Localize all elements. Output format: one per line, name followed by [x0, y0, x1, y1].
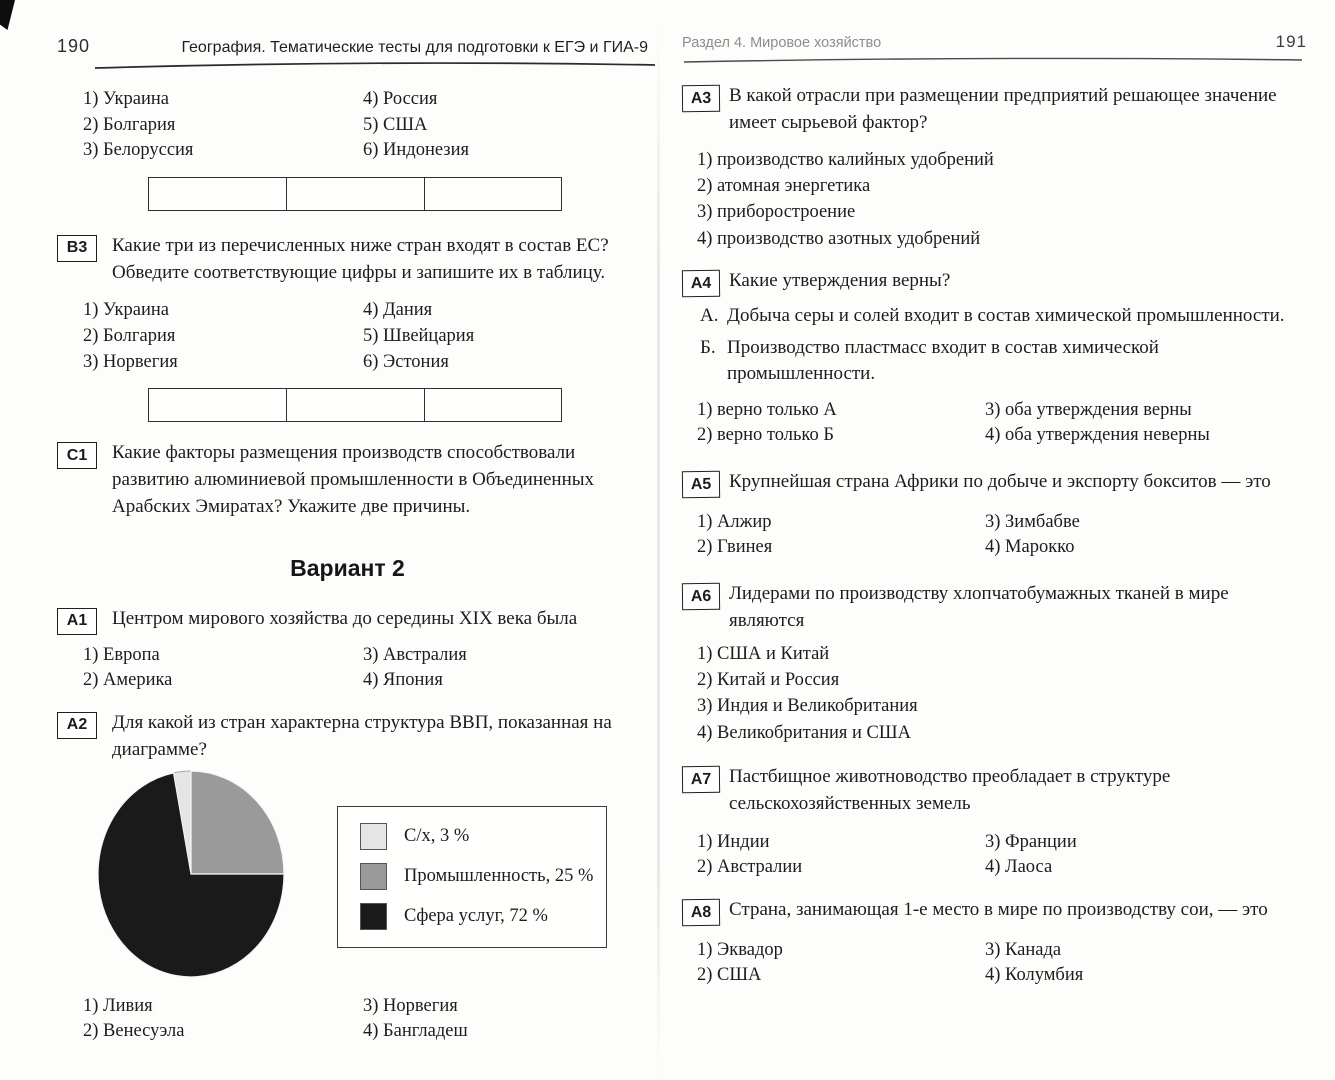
option-item: 3) Австралия — [363, 644, 467, 665]
option-item: 1) Украина — [83, 300, 169, 321]
gdp-structure-chart — [57, 770, 648, 992]
page-right — [660, 0, 1335, 1080]
option-item: 6) Эстония — [363, 351, 449, 372]
option-item: 3) Норвегия — [83, 351, 178, 372]
statement-a — [700, 303, 1307, 330]
question-label: С1 — [57, 442, 97, 469]
book-title-header: География. Тематические тесты для подготовки к ЕГЭ и ГИА-9 — [181, 39, 648, 56]
option-item: 2) Болгария — [83, 114, 176, 135]
option-item: 3) Индия и Великобритания — [697, 696, 918, 717]
options-list — [697, 641, 1307, 746]
option-item: 1) верно только А — [697, 399, 837, 420]
legend-row — [360, 823, 598, 850]
question-text: Какие три из перечисленных ниже стран входят в состав ЕС? Обведите соответствующие цифры и запишите их в таблицу. — [112, 234, 609, 283]
question-text: Лидерами по производству хлопчатобумажных тканей в мире являются — [729, 582, 1229, 631]
section-header: Раздел 4. Мировое хозяйство — [682, 35, 882, 51]
option-item: 1) Европа — [83, 644, 160, 665]
question-a6 — [682, 581, 1307, 635]
answer-table-cell — [424, 178, 561, 210]
option-item: 1) Ливия — [83, 995, 153, 1016]
answer-table-cell — [286, 389, 423, 421]
question-text: Для какой из стран характерна структура ВВП, показанная на диаграмме? — [112, 711, 612, 760]
answer-table-cell — [424, 389, 561, 421]
pie-chart — [93, 768, 293, 984]
legend-label: С/х, 3 % — [404, 825, 470, 846]
question-label: А4 — [682, 270, 720, 297]
legend-swatch-industry — [360, 863, 387, 890]
option-item: 3) Франции — [985, 831, 1077, 852]
question-c1 — [57, 440, 648, 521]
option-item: 4) оба утверждения неверны — [985, 425, 1210, 446]
question-text: Страна, занимающая 1-е место в мире по производству сои, — это — [729, 898, 1268, 920]
option-item: 3) Зимбабве — [985, 511, 1080, 532]
options-list — [83, 298, 648, 375]
option-item: 2) Венесуэла — [83, 1021, 185, 1042]
options-list — [83, 643, 648, 694]
options-list — [697, 830, 1307, 881]
option-item: 4) Россия — [363, 89, 438, 109]
option-item: 1) Украина — [83, 89, 169, 109]
legend-row — [360, 863, 598, 890]
answer-table — [148, 177, 562, 211]
question-label: А5 — [682, 471, 720, 498]
options-list — [697, 938, 1307, 989]
option-item: 2) атомная энергетика — [697, 176, 871, 197]
page-number: 191 — [1275, 32, 1307, 51]
question-b3 — [57, 233, 648, 287]
running-header-left — [57, 36, 648, 57]
option-item: 1) производство калийных удобрений — [697, 149, 994, 170]
question-label: А1 — [57, 608, 97, 635]
option-item: 4) Марокко — [985, 537, 1075, 558]
option-item: 6) Индонезия — [363, 140, 470, 161]
question-label: В3 — [57, 235, 97, 262]
option-item: 4) Япония — [363, 670, 443, 691]
option-item: 1) Эквадор — [697, 939, 783, 960]
page-number: 190 — [57, 36, 91, 56]
option-item: 3) оба утверждения верны — [985, 399, 1192, 420]
legend-swatch-services — [360, 903, 387, 930]
options-list — [83, 994, 648, 1045]
answer-table-cell — [149, 389, 286, 421]
statement-text: Производство пластмасс входит в состав химической промышленности. — [727, 336, 1159, 385]
question-a2 — [57, 710, 648, 764]
option-item: 5) Швейцария — [363, 326, 475, 346]
question-label: А2 — [57, 712, 97, 739]
statement-list — [700, 303, 1307, 388]
pie-slice-2 — [191, 771, 284, 874]
options-list — [697, 510, 1307, 561]
option-item: 2) Болгария — [83, 326, 176, 346]
option-item: 4) Лаоса — [985, 857, 1053, 878]
page-left — [0, 0, 660, 1080]
question-text: Пастбищное животноводство преобладает в структуре сельскохозяйственных земель — [729, 765, 1171, 814]
answer-table — [148, 388, 562, 422]
answer-table-cell — [149, 178, 286, 210]
question-label: А7 — [682, 766, 720, 793]
option-item: 2) США — [697, 965, 762, 986]
option-item: 2) Америка — [83, 670, 173, 691]
question-a8 — [682, 897, 1307, 926]
legend-swatch-agriculture — [360, 823, 387, 850]
question-text: Какие утверждения верны? — [729, 270, 951, 291]
running-header-right — [682, 32, 1307, 52]
statement-text: Добыча серы и солей входит в состав химической промышленности. — [727, 305, 1285, 326]
question-a3 — [682, 83, 1307, 137]
option-item: 4) Дания — [363, 300, 433, 321]
option-item: 4) Колумбия — [985, 965, 1084, 986]
header-rule — [93, 60, 657, 71]
option-item: 2) Гвинея — [697, 537, 773, 558]
option-item: 2) Китай и Россия — [697, 670, 840, 691]
option-item: 3) Канада — [985, 939, 1062, 960]
question-a7 — [682, 764, 1307, 818]
option-item: 2) Австралии — [697, 857, 803, 878]
options-list — [697, 147, 1307, 252]
legend-row — [360, 903, 598, 930]
option-item: 5) США — [363, 114, 428, 135]
question-a4 — [682, 268, 1307, 297]
legend-label: Промышленность, 25 % — [404, 865, 594, 886]
question-label: А3 — [682, 85, 720, 112]
options-list — [83, 87, 648, 164]
header-rule — [682, 55, 1304, 65]
question-a5 — [682, 469, 1307, 498]
question-label: А8 — [682, 899, 720, 926]
question-text: Какие факторы размещения производств способствовали развитию алюминиевой промышленности в Объединенных Арабских Эмиратах? Укажите две причины. — [112, 442, 595, 517]
statement-letter: Б. — [700, 336, 716, 358]
option-item: 3) Белоруссия — [83, 140, 194, 161]
question-label: А6 — [682, 583, 720, 610]
question-a1 — [57, 606, 648, 635]
option-item: 2) верно только Б — [697, 425, 834, 446]
statement-letter: А. — [700, 305, 719, 326]
option-item: 3) Норвегия — [363, 995, 458, 1016]
option-item: 1) Алжир — [697, 511, 772, 532]
option-item: 1) Индии — [697, 831, 770, 852]
legend-label: Сфера услуг, 72 % — [404, 905, 548, 926]
option-item: 1) США и Китай — [697, 643, 830, 664]
chart-legend — [337, 806, 607, 948]
variant-heading: Вариант 2 — [290, 554, 405, 581]
option-item: 4) Великобритания и США — [697, 722, 911, 743]
question-text: Центром мирового хозяйства до середины XIX века была — [112, 607, 578, 629]
statement-b — [700, 335, 1307, 388]
question-text: Крупнейшая страна Африки по добыче и экспорту бокситов — это — [729, 470, 1271, 492]
answer-table-cell — [286, 178, 423, 210]
option-item: 4) Бангладеш — [363, 1021, 468, 1042]
option-item: 3) приборостроение — [697, 202, 856, 223]
options-list — [697, 398, 1307, 449]
option-item: 4) производство азотных удобрений — [697, 228, 981, 249]
question-text: В какой отрасли при размещении предприятий решающее значение имеет сырьевой фактор? — [729, 85, 1277, 133]
